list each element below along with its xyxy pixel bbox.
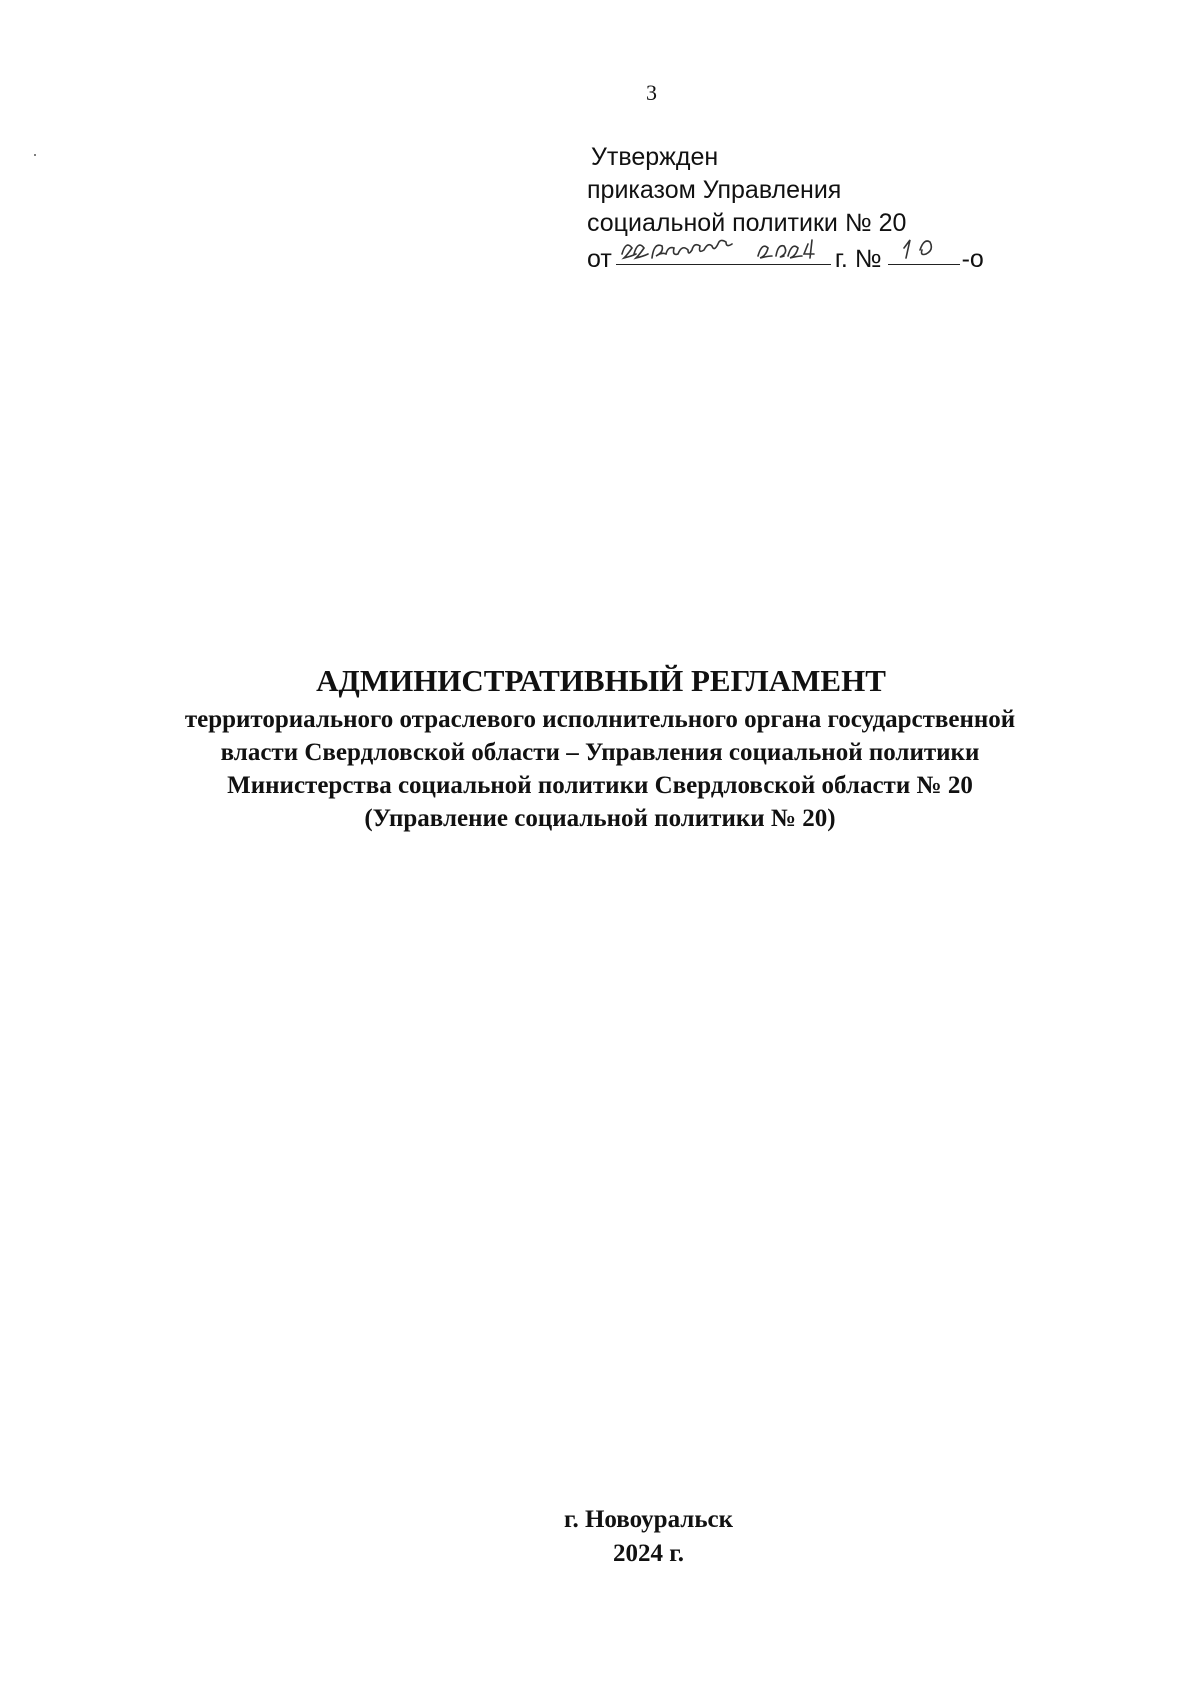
scan-speck (34, 154, 36, 156)
number-prefix: г. № (834, 245, 882, 273)
footer (0, 1503, 1200, 1571)
handwritten-date (616, 238, 831, 265)
subtitle-line-3: Министерства социальной политики Свердловской области № 20 (227, 772, 973, 799)
subtitle-line-4: (Управление социальной политики № 20) (364, 805, 836, 832)
date-prefix: от (587, 245, 612, 273)
approval-line-1: Утвержден (591, 143, 719, 171)
subtitle-line-1: территориального отраслевого исполнительного органа государственной (184, 706, 1016, 733)
footer-year: 2024 г. (612, 1540, 685, 1567)
number-suffix: -о (961, 245, 984, 273)
approval-line-3: социальной политики № 20 (587, 209, 907, 237)
approval-line-2: приказом Управления (587, 176, 842, 204)
subtitle-line-2: власти Свердловской области – Управления социальной политики (220, 739, 980, 766)
page-number: 3 (646, 80, 657, 105)
footer-city: г. Новоуральск (563, 1506, 734, 1533)
document-title: АДМИНИСТРАТИВНЫЙ РЕГЛАМЕНТ (316, 663, 886, 698)
handwritten-number (888, 238, 960, 265)
document-title-block (0, 661, 1200, 835)
approval-order-line (587, 240, 984, 273)
approval-stamp (587, 141, 984, 273)
